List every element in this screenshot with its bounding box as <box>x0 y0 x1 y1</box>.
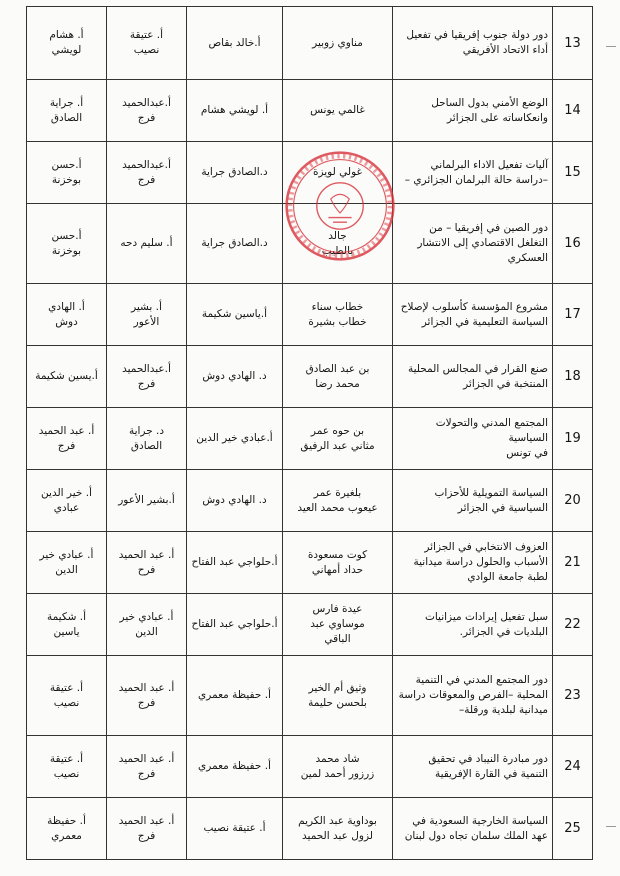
row-number: 23 <box>553 656 593 736</box>
supervisor-cell-line: د. الهادي دوش <box>202 494 267 506</box>
committee-member-1-line: أ.بشير الأعور <box>118 494 175 506</box>
committee-member-2-line: أ.حسن <box>51 229 82 242</box>
committee-member-2 <box>27 594 107 656</box>
committee-member-1-line: فرج <box>137 829 156 842</box>
supervisor-cell <box>187 142 283 204</box>
committee-member-2-line: فرج <box>57 439 76 452</box>
committee-member-2-line: بوخزنة <box>51 244 82 257</box>
thesis-title-line: دور الصين في إفريقيا – من <box>429 222 548 234</box>
committee-member-1-line: فرج <box>137 767 156 780</box>
committee-member-1-line: الأعور <box>133 315 160 328</box>
committee-member-2 <box>27 346 107 408</box>
committee-member-1 <box>107 532 187 594</box>
committee-member-1-line: أ.عبدالحميد <box>122 96 171 109</box>
students-cell-line: غولي لويزة <box>312 166 363 178</box>
committee-member-1 <box>107 594 187 656</box>
committee-member-1 <box>107 656 187 736</box>
row-number: 13 <box>553 7 593 80</box>
row-number: 16 <box>553 204 593 284</box>
table-row <box>27 470 593 532</box>
committee-member-2 <box>27 7 107 80</box>
committee-member-2-line: أ.يسين شكيمة <box>35 370 98 382</box>
thesis-title-line: صنع القرار في المجالس المحلية <box>408 362 548 375</box>
row-number: 19 <box>553 408 593 470</box>
committee-member-1 <box>107 7 187 80</box>
table-row <box>27 532 593 594</box>
thesis-title-line: البلديات في الجزائر. <box>459 625 548 638</box>
committee-member-1 <box>107 798 187 860</box>
supervisor-cell-line: أ.ياسين شكيمة <box>201 308 268 320</box>
thesis-title-line: المنتخبة في الجزائر <box>463 377 548 390</box>
row-number: 17 <box>553 284 593 346</box>
thesis-committee-table <box>26 6 593 860</box>
committee-member-1-line: أ. عبد الحميد <box>118 814 175 827</box>
supervisor-cell-line: أ.عبادي خير الدين <box>196 432 273 444</box>
students-cell-line: لزول عبد الحميد <box>302 829 373 842</box>
thesis-title <box>393 346 553 408</box>
students-cell <box>283 532 393 594</box>
students-cell <box>283 7 393 80</box>
committee-member-2-line: أ. عتيقة <box>49 752 84 765</box>
committee-member-2-line: بوخزنة <box>51 173 82 186</box>
committee-member-2-line: أ.حسن <box>51 158 82 171</box>
thesis-title-line: المجتمع المدني والتحولات <box>435 417 548 429</box>
committee-member-1-line: نصيب <box>133 44 160 56</box>
committee-member-2-line: أ. عبادي خير <box>39 548 94 561</box>
row-number: 15 <box>553 142 593 204</box>
committee-member-1 <box>107 346 187 408</box>
students-cell <box>283 346 393 408</box>
committee-member-1-line: أ. عتيقة <box>129 29 164 41</box>
students-cell-line: حداد أمهاني <box>311 563 364 576</box>
students-cell-line: بالطيب <box>321 244 354 257</box>
committee-member-1-line: د. جراية <box>128 424 165 437</box>
committee-member-1-line: فرج <box>137 696 156 709</box>
students-cell-line: مثاني عبد الرفيق <box>300 439 375 452</box>
thesis-title <box>393 470 553 532</box>
supervisor-cell-line: أ. حفيظة معمري <box>198 689 271 701</box>
committee-member-1 <box>107 284 187 346</box>
committee-member-2 <box>27 798 107 860</box>
students-cell <box>283 408 393 470</box>
table-row <box>27 594 593 656</box>
table-row <box>27 7 593 80</box>
thesis-title <box>393 594 553 656</box>
table-row <box>27 346 593 408</box>
committee-member-2 <box>27 284 107 346</box>
supervisor-cell <box>187 284 283 346</box>
students-cell-line: عيدة فارس <box>312 603 363 615</box>
students-cell-line: بلغيرة عمر <box>313 486 362 499</box>
students-cell-line: بلحسن حليمة <box>308 696 367 709</box>
students-cell-line: بن حوه عمر <box>310 424 365 437</box>
committee-member-2 <box>27 408 107 470</box>
committee-member-2-line: عبادي <box>53 501 80 514</box>
row-number: 20 <box>553 470 593 532</box>
committee-member-1 <box>107 204 187 284</box>
thesis-title-line: العزوف الانتخابي في الجزائر <box>424 541 548 553</box>
supervisor-cell <box>187 736 283 798</box>
students-cell-line: الباقي <box>324 633 351 645</box>
thesis-title <box>393 204 553 284</box>
committee-member-2-line: أ. الهادي <box>48 300 85 313</box>
committee-member-2-line: ياسين <box>53 625 80 638</box>
table-row <box>27 736 593 798</box>
committee-member-2-line: لويشي <box>51 44 82 56</box>
thesis-title <box>393 656 553 736</box>
committee-member-1 <box>107 80 187 142</box>
committee-member-2 <box>27 80 107 142</box>
committee-member-2 <box>27 204 107 284</box>
committee-member-1 <box>107 736 187 798</box>
supervisor-cell-line: أ. عتيقة نصيب <box>203 822 266 834</box>
thesis-title-line: في تونس <box>506 447 548 459</box>
table-row <box>27 798 593 860</box>
students-cell-line: بوداوية عبد الكريم <box>298 814 377 827</box>
students-cell-line: زرزور أحمد لمين <box>300 767 375 780</box>
thesis-title-line: ميدانية لبلدية ورقلة– <box>458 704 548 716</box>
committee-member-2-line: أ. عتيقة <box>49 681 84 694</box>
committee-member-2-line: أ. جراية <box>49 96 84 109</box>
students-cell-line: غالمي يونس <box>310 104 365 116</box>
supervisor-cell <box>187 7 283 80</box>
supervisor-cell-line: أ. لويشي هشام <box>200 104 269 116</box>
thesis-title-line: السياسة الخارجية السعودية في <box>412 814 548 827</box>
committee-member-2-line: نصيب <box>53 696 80 709</box>
supervisor-cell-line: د. الهادي دوش <box>202 370 267 382</box>
supervisor-cell <box>187 532 283 594</box>
table-row <box>27 142 593 204</box>
thesis-title <box>393 142 553 204</box>
thesis-title <box>393 736 553 798</box>
committee-member-2 <box>27 532 107 594</box>
thesis-title-line: العسكري <box>507 252 548 264</box>
thesis-title <box>393 7 553 80</box>
supervisor-cell <box>187 204 283 284</box>
thesis-title-line: دور دولة جنوب إفريقيا في تفعيل <box>406 29 548 41</box>
committee-member-1-line: أ. عبد الحميد <box>118 752 175 765</box>
table-row <box>27 80 593 142</box>
row-number: 24 <box>553 736 593 798</box>
committee-member-2-line: الصادق <box>50 111 83 124</box>
students-cell <box>283 736 393 798</box>
committee-member-1-line: أ. سليم دحه <box>120 237 173 249</box>
students-cell <box>283 80 393 142</box>
thesis-title-line: مشروع المؤسسة كأسلوب لإصلاح <box>400 300 548 313</box>
thesis-title-line: الأسباب والحلول دراسة ميدانية <box>413 556 548 568</box>
thesis-title-line: المحلية –الفرص والمعوقات دراسة <box>398 689 548 701</box>
committee-member-1-line: فرج <box>137 111 156 124</box>
supervisor-cell-line: د.الصادق جراية <box>201 237 268 249</box>
students-cell <box>283 594 393 656</box>
thesis-title <box>393 532 553 594</box>
committee-member-1-line: أ. بشير <box>131 300 162 313</box>
students-cell-line: خطاب بشيرة <box>308 315 367 328</box>
thesis-title-line: سبل تفعيل إيرادات ميزانيات <box>424 610 548 623</box>
row-number: 18 <box>553 346 593 408</box>
committee-member-2-line: أ. حفيظة <box>47 814 86 827</box>
committee-member-1 <box>107 470 187 532</box>
row-number: 21 <box>553 532 593 594</box>
supervisor-cell <box>187 656 283 736</box>
thesis-title-line: عهد الملك سلمان تجاه دول لبنان <box>404 829 548 842</box>
committee-member-1 <box>107 408 187 470</box>
binder-mark <box>606 46 616 47</box>
thesis-title <box>393 798 553 860</box>
students-cell-line: شاد محمد <box>315 752 360 765</box>
thesis-title-line: –دراسة حالة البرلمان الجزائري – <box>404 173 548 186</box>
committee-member-2 <box>27 142 107 204</box>
thesis-title-line: السياسة التعليمية في الجزائر <box>421 315 548 328</box>
supervisor-cell <box>187 594 283 656</box>
supervisor-cell-line: أ. حفيظة معمري <box>198 760 271 772</box>
students-cell-line: محمد رضا <box>315 377 360 390</box>
committee-member-2 <box>27 656 107 736</box>
committee-member-2 <box>27 470 107 532</box>
committee-member-2-line: نصيب <box>53 767 80 780</box>
thesis-title-line: السياسية <box>508 432 548 444</box>
students-cell-line: مناوي زوبير <box>312 36 363 49</box>
thesis-title-line: أداء الاتحاد الأفريقي <box>462 44 548 56</box>
committee-member-1-line: أ.عبدالحميد <box>122 158 171 171</box>
committee-member-1-line: أ.عبدالحميد <box>122 362 171 375</box>
committee-member-1-line: فرج <box>137 377 156 390</box>
thesis-title-line: دور مبادرة النيباد في تحقيق <box>428 752 548 765</box>
students-cell-line: عيعوب محمد العيد <box>297 501 378 514</box>
committee-member-1 <box>107 142 187 204</box>
thesis-title-line: التغلغل الاقتصادي إلى الانتشار <box>417 237 548 249</box>
table-row <box>27 656 593 736</box>
committee-member-1-line: أ. عبد الحميد <box>118 681 175 694</box>
students-cell <box>283 656 393 736</box>
binder-mark <box>606 826 616 827</box>
committee-member-1-line: أ. عبد الحميد <box>118 548 175 561</box>
thesis-title-line: الوضع الأمني بدول الساحل <box>431 96 548 109</box>
students-cell-line: جالد <box>328 229 347 242</box>
students-cell-line: كوت مسعودة <box>307 548 368 561</box>
students-cell-line: وثيق أم الخير <box>308 681 367 694</box>
committee-member-2-line: معمري <box>51 829 82 842</box>
students-cell-line: موساوي عبد <box>310 618 365 630</box>
committee-member-2-line: أ. خير الدين <box>41 486 92 499</box>
thesis-title-line: دور المجتمع المدني في التنمية <box>415 674 548 686</box>
thesis-title-line: السياسية في الجزائر <box>457 501 548 514</box>
table-row <box>27 408 593 470</box>
committee-member-2-line: أ. شكيمة <box>46 610 87 623</box>
committee-member-2-line: أ. عبد الحميد <box>38 424 95 437</box>
committee-member-2-line: أ. هشام <box>49 29 84 41</box>
thesis-title <box>393 80 553 142</box>
thesis-title-line: وانعكاساته على الجزائر <box>446 111 548 124</box>
thesis-title-line: لطبة جامعة الوادي <box>467 571 548 583</box>
thesis-title <box>393 408 553 470</box>
thesis-title-line: آليات تفعيل الاداء البرلماني <box>430 158 548 171</box>
supervisor-cell <box>187 80 283 142</box>
supervisor-cell <box>187 798 283 860</box>
committee-member-1-line: الصادق <box>130 439 163 452</box>
supervisor-cell-line: د.الصادق جراية <box>201 166 268 178</box>
committee-member-1-line: أ. عبادي خير <box>119 610 174 623</box>
committee-member-1-line: الدين <box>135 625 158 638</box>
supervisor-cell <box>187 470 283 532</box>
students-cell <box>283 798 393 860</box>
committee-member-2-line: دوش <box>55 315 78 328</box>
supervisor-cell-line: أ.خالد بقاص <box>208 36 261 49</box>
committee-member-2-line: الدين <box>55 563 78 576</box>
students-cell <box>283 284 393 346</box>
table-row <box>27 204 593 284</box>
thesis-title-line: التنمية في القارة الإفريقية <box>434 767 548 780</box>
committee-member-1-line: فرج <box>137 173 156 186</box>
students-cell-line: خطاب سناء <box>311 300 364 313</box>
supervisor-cell <box>187 408 283 470</box>
students-cell <box>283 470 393 532</box>
students-cell-line: بن عبد الصادق <box>305 362 370 375</box>
row-number: 22 <box>553 594 593 656</box>
supervisor-cell <box>187 346 283 408</box>
thesis-title <box>393 284 553 346</box>
supervisor-cell-line: أ.حلواجي عبد الفتاح <box>191 556 278 568</box>
row-number: 25 <box>553 798 593 860</box>
committee-member-2 <box>27 736 107 798</box>
thesis-title-line: السياسة التمويلية للأحزاب <box>434 486 548 499</box>
row-number: 14 <box>553 80 593 142</box>
committee-member-1-line: فرح <box>137 563 156 576</box>
supervisor-cell-line: أ.حلواجي عبد الفتاح <box>191 618 278 630</box>
students-cell <box>283 142 393 204</box>
table-row <box>27 284 593 346</box>
students-cell <box>283 204 393 284</box>
